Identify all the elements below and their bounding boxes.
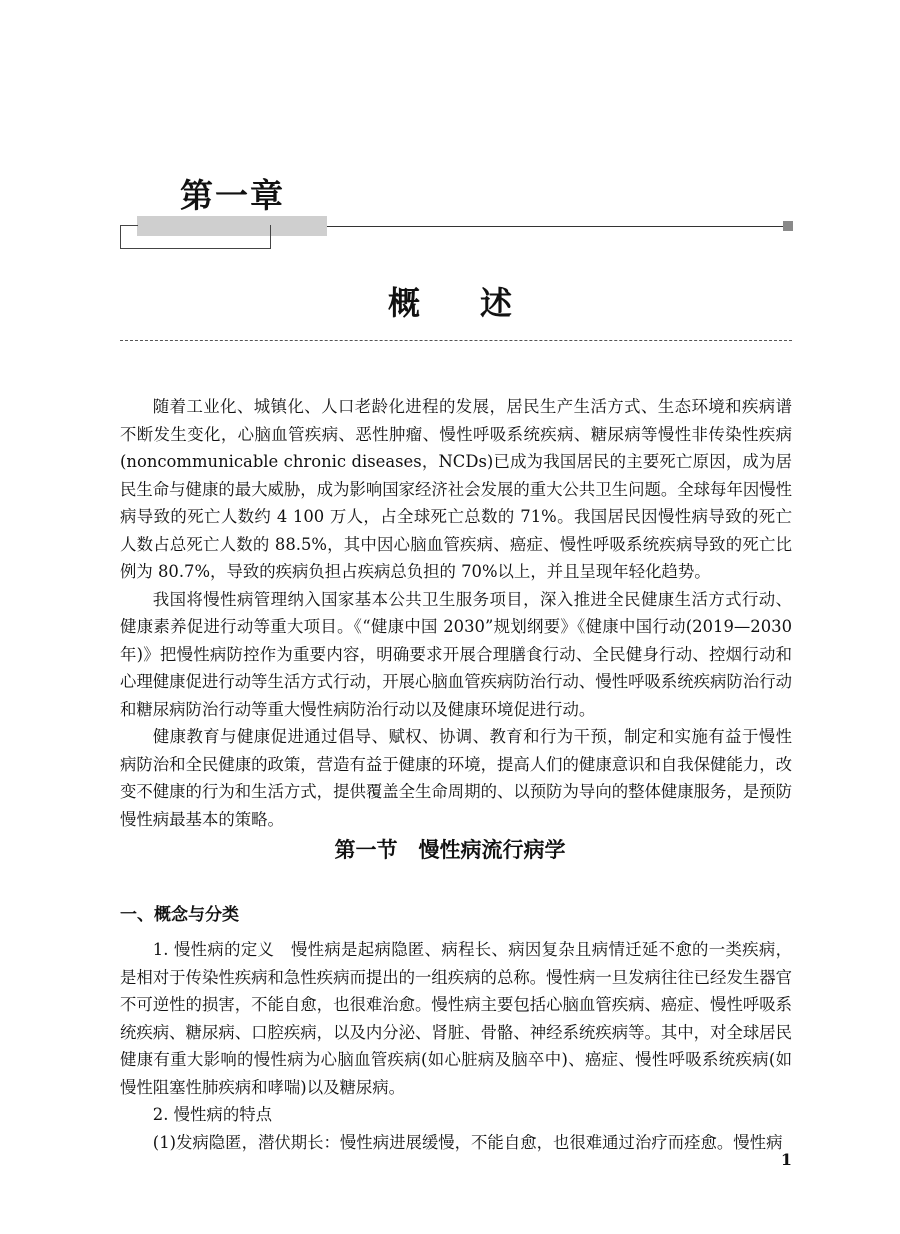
intro-paragraph-2: 我国将慢性病管理纳入国家基本公共卫生服务项目，深入推进全民健康生活方式行动、健康素养促进行动等重大项目。《“健康中国 2030”规划纲要》《健康中国行动(2019—2030年)》把慢性病防控作为重要内容，明确要求开展合理膳食行动、全民健身行动、控烟行动和心理健康促进行动等生活方式行动，开展心脑血管疾病防治行动、慢性呼吸系统疾病防治行动和糖尿病防治行动等重大慢性病防治行动以及健康环境促进行动。: [120, 589, 793, 719]
chapter-title: 概述: [387, 284, 572, 322]
definition-paragraph: 1. 慢性病的定义 慢性病是起病隐匿、病程长、病因复杂且病情迁延不愈的一类疾病，是相对于传染性疾病和急性疾病而提出的一组疾病的总称。慢性病一旦发病往往已经发生器官不可逆性的损害，不能自愈，也很难治愈。慢性病主要包括心脑血管疾病、癌症、慢性呼吸系统疾病、糖尿病、口腔疾病，以及内分泌、肾脏、骨骼、神经系统疾病等。其中，对全球居民健康有重大影响的慢性病为心脑血管疾病(如心脏病及脑卒中)、癌症、慢性呼吸系统疾病(如慢性阻塞性肺疾病和哮喘)以及糖尿病。: [120, 940, 793, 1097]
chapter-rule-square: [783, 221, 793, 231]
feature-1-paragraph: (1)发病隐匿，潜伏期长：慢性病进展缓慢，不能自愈，也很难通过治疗而痊愈。慢性病: [152, 1132, 783, 1152]
subsection-title: 一、概念与分类: [120, 905, 239, 925]
chapter-rule-line: [327, 226, 783, 227]
intro-text: [120, 393, 792, 833]
section-title: 第一节 慢性病流行病学: [334, 838, 566, 862]
page-number: 1: [780, 1150, 792, 1169]
intro-paragraph-3: 健康教育与健康促进通过倡导、赋权、协调、教育和行为干预，制定和实施有益于慢性病防治和全民健康的政策，营造有益于健康的环境，提高人们的健康意识和自我保健能力，改变不健康的行为和生活方式，提供覆盖全生命周期的、以预防为导向的整体健康服务，是预防慢性病最基本的策略。: [120, 727, 793, 829]
chapter-label: 第一章: [180, 176, 285, 215]
chapter-outline-box: [120, 225, 271, 249]
features-heading: 2. 慢性病的特点: [152, 1105, 272, 1124]
dashed-divider: [120, 340, 792, 341]
intro-paragraph-1: 随着工业化、城镇化、人口老龄化进程的发展，居民生产生活方式、生态环境和疾病谱不断发生变化，心脑血管疾病、恶性肿瘤、慢性呼吸系统疾病、糖尿病等慢性非传染性疾病(noncommunicable chronic diseases，NCDs)已成为我国居民的主要死亡原因，成为居民生命与健康的最大威胁，成为影响国家经济社会发展的重大公共卫生问题。全球每年因慢性病导致的死亡人数约 4 100 万人，占全球死亡总数的 71%。我国居民因慢性病导致的死亡人数占总死亡人数的 88.5%，其中因心脑血管疾病、癌症、慢性呼吸系统疾病导致的死亡比例为 80.7%，导致的疾病负担占疾病总负担的 70%以上，并且呈现年轻化趋势。: [120, 397, 793, 581]
section-text: [120, 936, 792, 1156]
